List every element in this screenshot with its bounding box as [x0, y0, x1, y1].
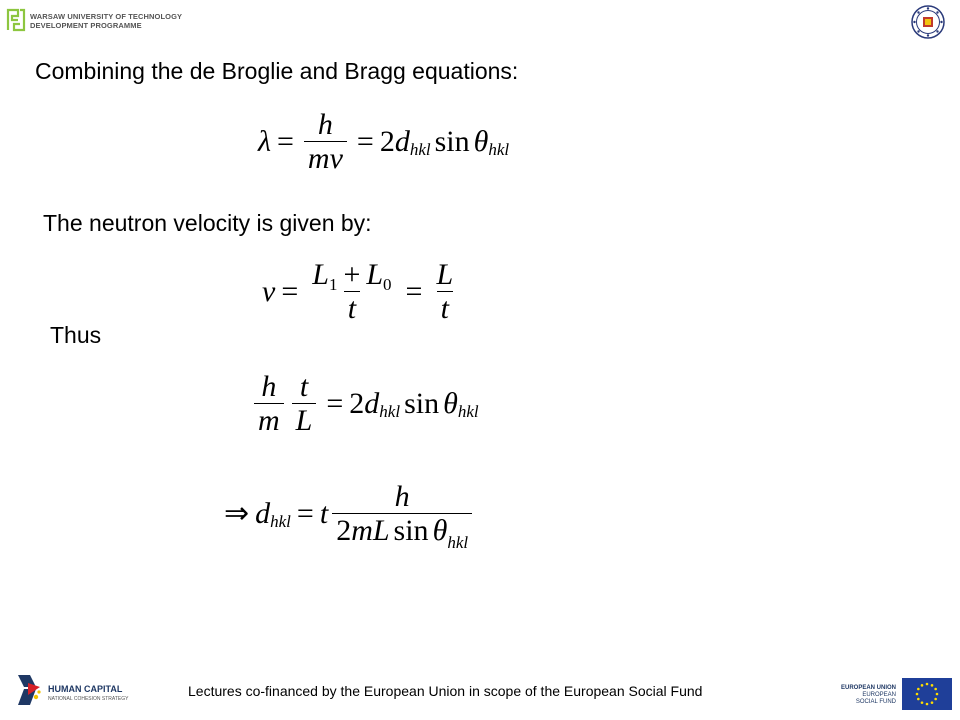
footer-cofinanced-text: Lectures co-financed by the European Union in scope of the European Social Fund — [188, 683, 703, 699]
eu-star-icon — [934, 698, 937, 701]
eu-star-icon — [921, 701, 924, 704]
hc-subtitle: NATIONAL COHESION STRATEGY — [48, 696, 129, 702]
eu-star-icon — [926, 683, 929, 686]
university-name — [30, 12, 182, 30]
eu-flag-icon — [902, 678, 952, 710]
eu-line2: EUROPEAN — [862, 692, 896, 698]
eu-star-icon — [931, 684, 934, 687]
eu-line1: EUROPEAN UNION — [840, 685, 896, 691]
eu-star-icon — [934, 688, 937, 691]
eu-star-icon — [931, 701, 934, 704]
university-line2: DEVELOPMENT PROGRAMME — [30, 21, 142, 30]
equation-velocity: v = $\frac{L_1 + L_0}{t}$ = $\frac{L}{t}$ — [262, 258, 454, 325]
hc-title: HUMAN CAPITAL — [48, 684, 123, 694]
eu-star-icon — [921, 684, 924, 687]
wut-logo-icon — [6, 8, 26, 32]
eu-star-icon — [936, 693, 939, 696]
eu-line3: SOCIAL FUND — [855, 699, 896, 705]
eu-star-icon — [916, 693, 919, 696]
equation-debroglie-bragg: λ = $\frac{h}{mv}$ = 2 d hkl sin θ hkl — [258, 108, 510, 175]
heading-velocity: The neutron velocity is given by: — [43, 210, 372, 236]
equation-result: ⇒ d hkl = t $\frac{h}{2mL \sin \theta_{hkl}}$ — [218, 480, 476, 547]
human-capital-logo-icon — [14, 673, 44, 707]
eu-star-icon — [917, 688, 920, 691]
eu-star-icon — [917, 698, 920, 701]
university-seal-icon — [910, 4, 946, 40]
university-line1: WARSAW UNIVERSITY OF TECHNOLOGY — [30, 12, 183, 21]
equation-combined: $\frac{h}{m}$ $\frac{t}{L}$ = 2 d hkl sin θ hkl — [250, 370, 479, 437]
human-capital-text — [48, 684, 128, 704]
heading-thus: Thus — [50, 322, 102, 348]
eu-star-icon — [926, 703, 929, 706]
heading-combining: Combining the de Broglie and Bragg equations: — [35, 58, 519, 84]
eu-text — [830, 685, 896, 706]
